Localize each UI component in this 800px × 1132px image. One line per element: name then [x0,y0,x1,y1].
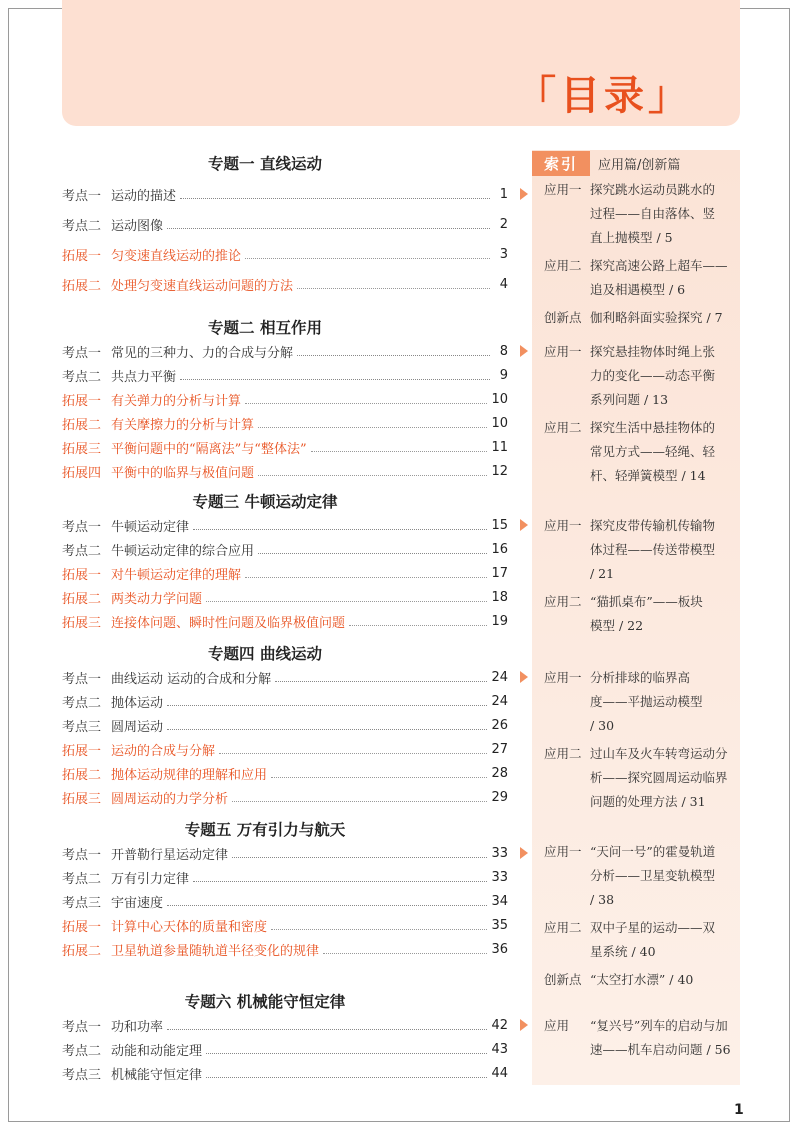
entry-label: 拓展一 [62,743,102,759]
dot-leader [206,593,487,602]
entry-title: 卫星轨道参量随轨道半径变化的规律 [111,943,320,959]
dot-leader [258,467,487,476]
dot-leader [349,617,487,626]
page-title: 「目录」 [516,73,692,119]
entry-title: 匀变速直线运动的推论 [111,248,242,264]
entry-title: 圆周运动 [111,719,164,735]
entry-page: 17 [491,565,508,581]
entry-title: 抛体运动规律的理解和应用 [111,767,268,783]
entry-label: 拓展二 [62,591,102,607]
entry-label: 拓展三 [62,441,102,457]
entry-label: 拓展一 [62,919,102,935]
application-entry [544,416,734,488]
entry-title: 处理匀变速直线运动问题的方法 [111,278,294,294]
application-label: 创新点 [544,310,582,325]
application-entry [544,840,734,912]
toc-entry[interactable] [62,364,508,386]
toc-entry[interactable] [62,273,508,295]
entry-label: 拓展二 [62,767,102,783]
application-line: 分析——卫星变轨模型 [590,868,716,883]
application-label: 应用 [544,1018,570,1033]
entry-page: 44 [491,1065,508,1081]
entry-label: 考点三 [62,895,102,911]
entry-label: 考点二 [62,1043,102,1059]
toc-entry[interactable] [62,666,508,688]
entry-page: 9 [499,367,508,383]
dot-leader [258,419,487,428]
entry-title: 曲线运动 运动的合成和分解 [111,671,272,687]
dot-leader [323,945,487,954]
application-line: 探究生活中悬挂物体的 [590,420,716,435]
entry-page: 26 [491,717,508,733]
application-entry [544,590,734,638]
pointer-arrow-icon [520,671,528,683]
dot-leader [245,569,487,578]
dot-leader [167,697,487,706]
application-line: 速——机车启动问题 / 56 [590,1042,731,1057]
entry-page: 1 [499,186,508,202]
entry-title: 功和功率 [111,1019,164,1035]
dot-leader [245,395,487,404]
entry-label: 拓展三 [62,791,102,807]
entry-page: 29 [491,789,508,805]
application-line: / 30 [590,718,615,733]
entry-title: 平衡中的临界与极值问题 [111,465,255,481]
application-line: 力的变化——动态平衡 [590,368,716,383]
application-line: 探究高速公路上超车—— [590,258,728,273]
toc-entry[interactable] [62,388,508,410]
application-label: 应用二 [544,920,582,935]
entry-label: 拓展一 [62,248,102,264]
entry-title: 万有引力定律 [111,871,190,887]
index-badge: 索引 [532,151,590,176]
entry-label: 考点一 [62,188,102,204]
dot-leader [271,769,487,778]
entry-page: 42 [491,1017,508,1033]
entry-title: 宇宙速度 [111,895,164,911]
entry-title: 有关摩擦力的分析与计算 [111,417,255,433]
entry-label: 拓展一 [62,567,102,583]
pointer-arrow-icon [520,188,528,200]
entry-label: 拓展二 [62,278,102,294]
toc-entry[interactable] [62,460,508,482]
entry-label: 考点二 [62,369,102,385]
application-line: 探究跳水运动员跳水的 [590,182,716,197]
toc-entry[interactable] [62,243,508,265]
entry-page: 15 [491,517,508,533]
pointer-arrow-icon [520,847,528,859]
application-line: “太空打水漂” / 40 [590,972,694,987]
application-line: 模型 / 22 [590,618,644,633]
index-panel-header [532,150,680,176]
entry-page: 36 [491,941,508,957]
toc-entry[interactable] [62,1038,508,1060]
application-entry [544,968,734,992]
application-line: 过山车及火车转弯运动分 [590,746,728,761]
application-line: 伽利略斜面实验探究 / 7 [590,310,723,325]
pointer-arrow-icon [520,1019,528,1031]
toc-entry[interactable] [62,714,508,736]
dot-leader [219,745,487,754]
toc-entry[interactable] [62,213,508,235]
chapter-title: 专题二 相互作用 [208,319,322,337]
dot-leader [232,849,487,858]
entry-title: 两类动力学问题 [111,591,203,607]
dot-leader [297,280,490,289]
pointer-arrow-icon [520,519,528,531]
toc-entry[interactable] [62,538,508,560]
application-line: 问题的处理方法 / 31 [590,794,706,809]
toc-entry[interactable] [62,1062,508,1084]
application-line: 系列问题 / 13 [590,392,669,407]
entry-page: 19 [491,613,508,629]
toc-entry[interactable] [62,183,508,205]
entry-page: 24 [491,693,508,709]
dot-leader [167,1021,487,1030]
toc-entry[interactable] [62,412,508,434]
application-line: 杆、轻弹簧模型 / 14 [590,468,706,483]
entry-label: 考点一 [62,345,102,361]
dot-leader [245,250,490,259]
application-line: “猫抓桌布”——板块 [590,594,703,609]
application-line: 度——平抛运动模型 [590,694,703,709]
dot-leader [206,1045,487,1054]
application-label: 创新点 [544,972,582,987]
toc-entry[interactable] [62,690,508,712]
application-line: / 38 [590,892,615,907]
entry-title: 开普勒行星运动定律 [111,847,229,863]
entry-page: 27 [491,741,508,757]
entry-label: 拓展二 [62,417,102,433]
entry-label: 考点二 [62,543,102,559]
application-line: 探究皮带传输机传输物 [590,518,716,533]
entry-page: 16 [491,541,508,557]
application-label: 应用二 [544,258,582,273]
entry-label: 考点二 [62,218,102,234]
toc-entry[interactable] [62,938,508,960]
application-entry [544,666,734,738]
toc-entry[interactable] [62,842,508,864]
entry-page: 24 [491,669,508,685]
chapter-title: 专题四 曲线运动 [208,645,322,663]
toc-entry[interactable] [62,738,508,760]
entry-page: 10 [491,415,508,431]
entry-page: 33 [491,869,508,885]
entry-label: 考点三 [62,719,102,735]
entry-title: 计算中心天体的质量和密度 [111,919,268,935]
chapter-title: 专题一 直线运动 [208,155,322,173]
entry-title: 牛顿运动定律的综合应用 [111,543,255,559]
application-entry [544,340,734,412]
entry-title: 圆周运动的力学分析 [111,791,229,807]
application-entry [544,1014,734,1062]
application-line: 星系统 / 40 [590,944,656,959]
entry-label: 考点二 [62,871,102,887]
toc-entry[interactable] [62,866,508,888]
application-line: 直上抛模型 / 5 [590,230,673,245]
application-line: / 21 [590,566,615,581]
entry-title: 连接体问题、瞬时性问题及临界极值问题 [111,615,346,631]
application-entry [544,742,734,814]
toc-entry[interactable] [62,514,508,536]
application-line: 追及相遇模型 / 6 [590,282,686,297]
dot-leader [167,897,487,906]
entry-title: 有关弹力的分析与计算 [111,393,242,409]
application-entry [544,254,734,302]
toc-entry[interactable] [62,586,508,608]
application-label: 应用一 [544,670,582,685]
entry-label: 考点一 [62,847,102,863]
application-label: 应用一 [544,844,582,859]
entry-title: 机械能守恒定律 [111,1067,203,1083]
application-label: 应用一 [544,518,582,533]
entry-title: 运动的合成与分解 [111,743,216,759]
entry-label: 考点一 [62,1019,102,1035]
pointer-arrow-icon [520,345,528,357]
application-line: 探究悬挂物体时绳上张 [590,344,716,359]
entry-page: 35 [491,917,508,933]
entry-label: 考点三 [62,1067,102,1083]
application-line: 常见方式——轻绳、轻 [590,444,716,459]
toc-entry[interactable] [62,762,508,784]
application-label: 应用二 [544,746,582,761]
dot-leader [275,673,487,682]
entry-title: 平衡问题中的“隔离法”与“整体法” [111,441,307,457]
entry-label: 考点二 [62,695,102,711]
entry-page: 10 [491,391,508,407]
entry-page: 3 [499,246,508,262]
entry-title: 牛顿运动定律 [111,519,190,535]
entry-label: 拓展一 [62,393,102,409]
entry-title: 共点力平衡 [111,369,177,385]
dot-leader [180,190,490,199]
entry-page: 43 [491,1041,508,1057]
application-entry [544,514,734,586]
entry-page: 8 [499,343,508,359]
application-label: 应用一 [544,182,582,197]
application-entry [544,178,734,250]
entry-label: 考点一 [62,671,102,687]
application-line: “复兴号”列车的启动与加 [590,1018,728,1033]
entry-title: 常见的三种力、力的合成与分解 [111,345,294,361]
application-entry [544,916,734,964]
page-number: 1 [734,1102,744,1118]
application-label: 应用二 [544,420,582,435]
application-line: 分析排球的临界高 [590,670,691,685]
chapter-title: 专题六 机械能守恒定律 [184,993,346,1011]
index-subtitle: 应用篇/创新篇 [598,157,681,173]
dot-leader [271,921,487,930]
entry-page: 28 [491,765,508,781]
application-line: 体过程——传送带模型 [590,542,716,557]
toc-entry[interactable] [62,786,508,808]
toc-entry[interactable] [62,562,508,584]
entry-page: 12 [491,463,508,479]
application-label: 应用一 [544,344,582,359]
entry-page: 18 [491,589,508,605]
dot-leader [311,443,488,452]
application-line: 析——探究圆周运动临界 [590,770,728,785]
dot-leader [167,721,487,730]
dot-leader [297,347,490,356]
entry-page: 11 [491,439,508,455]
toc-entry[interactable] [62,436,508,458]
entry-page: 2 [499,216,508,232]
toc-entry[interactable] [62,340,508,362]
entry-title: 抛体运动 [111,695,164,711]
toc-entry[interactable] [62,1014,508,1036]
entry-page: 34 [491,893,508,909]
dot-leader [180,371,490,380]
chapter-title: 专题五 万有引力与航天 [184,821,346,839]
dot-leader [193,521,487,530]
dot-leader [167,220,490,229]
application-entry [544,306,734,330]
dot-leader [206,1069,487,1078]
application-line: 过程——自由落体、竖 [590,206,716,221]
entry-label: 拓展四 [62,465,102,481]
header-banner [62,0,740,126]
application-label: 应用二 [544,594,582,609]
chapter-title: 专题三 牛顿运动定律 [192,493,338,511]
entry-label: 拓展二 [62,943,102,959]
dot-leader [193,873,487,882]
entry-label: 考点一 [62,519,102,535]
application-line: 双中子星的运动——双 [590,920,716,935]
dot-leader [258,545,487,554]
dot-leader [232,793,487,802]
toc-entry[interactable] [62,914,508,936]
entry-title: 对牛顿运动定律的理解 [111,567,242,583]
entry-title: 运动图像 [111,218,164,234]
toc-entry[interactable] [62,890,508,912]
entry-label: 拓展三 [62,615,102,631]
entry-page: 4 [499,276,508,292]
application-line: “天问一号”的霍曼轨道 [590,844,716,859]
entry-title: 动能和动能定理 [111,1043,203,1059]
entry-page: 33 [491,845,508,861]
toc-entry[interactable] [62,610,508,632]
entry-title: 运动的描述 [111,188,177,204]
